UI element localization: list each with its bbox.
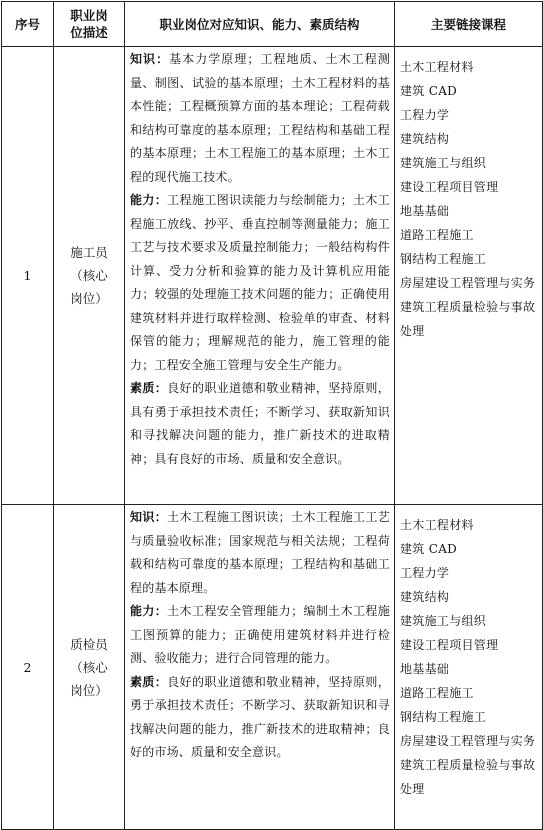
course-item: 工程力学 [400,566,450,580]
row-role-text: 质检员（核心岗位） [70,636,108,698]
table-header-row [2,2,543,47]
course-item: 道路工程施工 [400,228,474,242]
course-item: 钢结构工程施工 [400,710,487,724]
knowledge-label: 知识： [130,510,168,524]
course-item: 建筑 CAD [400,84,458,98]
course-item: 建筑 CAD [400,542,458,556]
course-item: 地基基础 [400,204,450,218]
header-job-description [54,2,125,47]
ability-text: 工程施工图识读能力与绘制能力；土木工程施工放线、抄平、垂直控制等测量能力；施工工艺与技术要求及质量控制能力；一般结构构件计算、受力分析和验算的能力及计算机应用能力；较强的处理施工技术问题的能力；正确使用建筑材料并进行取样检测、检验单的审查、材料保管的能力；理解规范的能力，施工管理的能力；工程安全施工管理与安全生产能力。 [130,193,390,372]
quality-label: 素质： [130,381,168,395]
course-item: 建筑施工与组织 [400,614,487,628]
course-item: 土木工程材料 [400,60,474,74]
quality-text: 良好的职业道德和敬业精神，坚持原则，具有勇于承担技术责任；不断学习、获取新知识和寻找解决问题的能力，推广新技术的进取精神；具有良好的市场、质量和安全意识。 [130,381,390,466]
header-index: 序号 [2,2,54,47]
quality-paragraph [130,377,390,471]
course-item: 房屋建设工程管理与实务 [400,276,536,290]
quality-paragraph [130,671,390,765]
ability-label: 能力： [130,604,168,618]
row-index: 1 [2,47,54,505]
course-item: 建筑结构 [400,132,450,146]
header-job-description-text: 职业岗位描述 [70,8,108,40]
ability-paragraph [130,189,390,377]
course-item: 房屋建设工程管理与实务 [400,734,536,748]
course-item: 建筑工程质量检验与事故处理 [400,758,536,796]
knowledge-paragraph [130,48,390,189]
ability-text: 土木工程安全管理能力；编制土木工程施工图预算的能力；正确使用建筑材料并进行检测、验收能力；进行合同管理的能力。 [130,604,390,665]
course-item: 钢结构工程施工 [400,252,487,266]
knowledge-text: 基本力学原理；工程地质、土木工程测量、制图、试验的基本原理；土木工程材料的基本性能；工程概预算方面的基本理论；工程荷载和结构可靠度的基本原理；工程结构和基础工程的基本原理；土木工程施工的基本原理；土木工程的现代施工技术。 [130,52,390,184]
course-item: 地基基础 [400,662,450,676]
quality-label: 素质： [130,674,168,689]
header-linked-courses: 主要链接课程 [395,2,543,47]
job-skills-table [1,1,543,830]
row-description [125,47,395,505]
course-item: 建设工程项目管理 [400,180,499,194]
row-role-text: 施工员（核心岗位） [70,245,108,306]
course-item: 建筑结构 [400,590,450,604]
course-item: 道路工程施工 [400,686,474,700]
course-item: 工程力学 [400,108,450,122]
quality-text: 良好的职业道德和敬业精神，坚持原则，勇于承担技术责任；不断学习、获取新知识和寻找解决问题的能力，推广新技术的进取精神；良好的市场、质量和安全意识。 [130,674,390,759]
course-item: 建筑施工与组织 [400,156,487,170]
ability-paragraph [130,600,390,671]
row-courses [395,505,543,830]
course-item: 建筑工程质量检验与事故处理 [400,300,536,338]
table-row [2,47,543,505]
row-description [125,505,395,830]
row-courses [395,47,543,505]
knowledge-text: 土木工程施工图识读；土木工程施工工艺与质量验收标准；国家规范与相关法规；工程荷载和结构可靠度的基本原理；工程结构和基础工程的基本原理。 [130,510,390,595]
row-role [54,47,125,505]
table-row [2,505,543,830]
knowledge-paragraph [130,506,390,600]
course-item: 建设工程项目管理 [400,638,499,652]
row-role [54,505,125,830]
knowledge-label: 知识： [130,52,170,66]
row-index: 2 [2,505,54,830]
course-item: 土木工程材料 [400,518,474,532]
ability-label: 能力： [130,193,168,207]
header-knowledge-ability-quality: 职业岗位对应知识、能力、素质结构 [125,2,395,47]
